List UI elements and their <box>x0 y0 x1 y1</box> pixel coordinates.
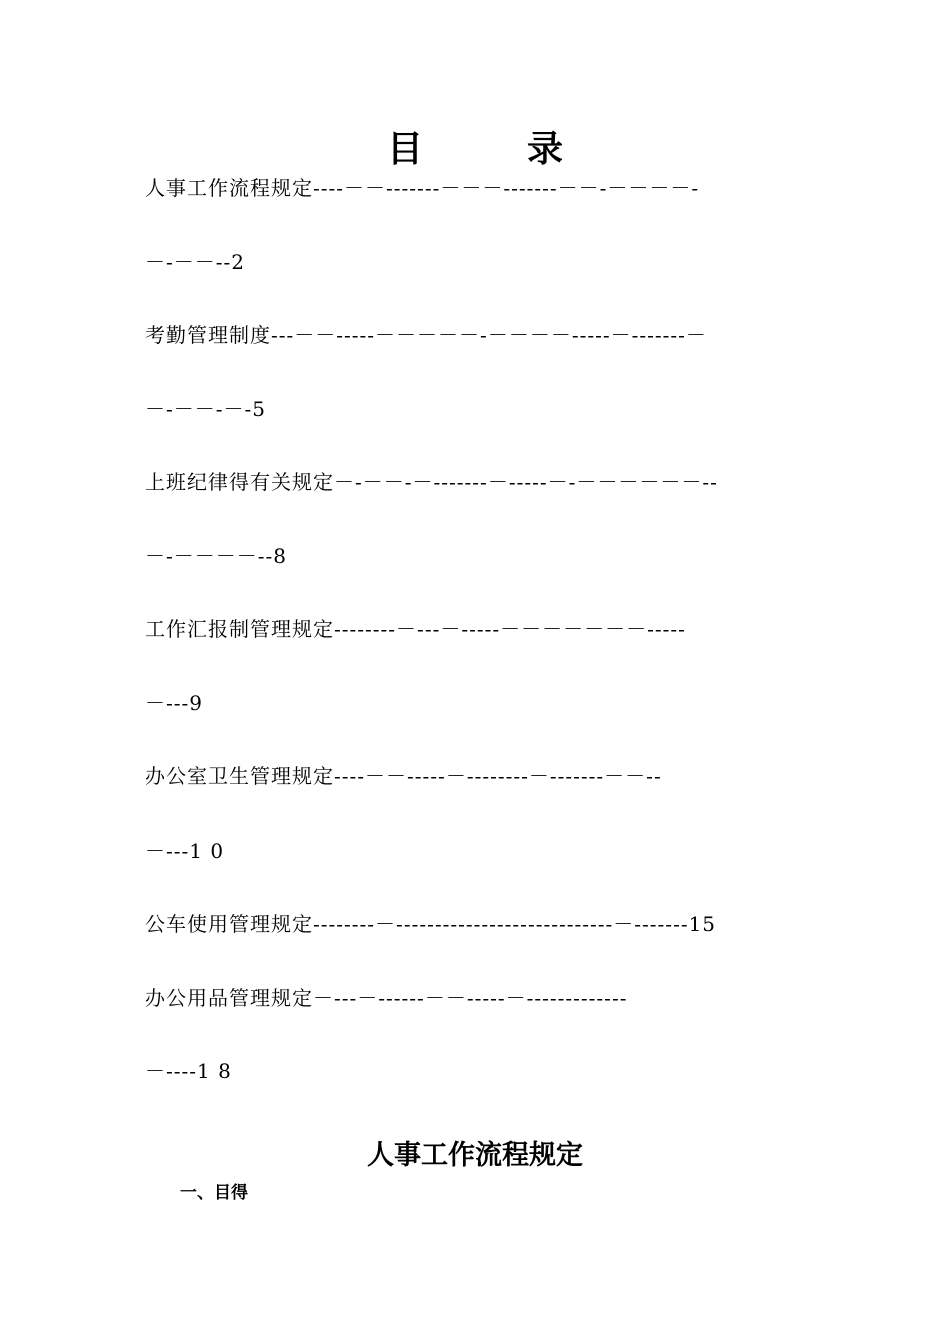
toc-entry-1-line2: －-－－--2 <box>145 250 245 274</box>
toc-title: 目 录 <box>386 129 597 170</box>
toc-entry-7-line1: 办公用品管理规定－---－------－－-----－------------- <box>145 986 628 1010</box>
toc-entry-4-line2: －---9 <box>145 691 203 715</box>
toc-entry-3-line1: 上班纪律得有关规定－-－－-－-------－-----－-－－－－－－-- <box>145 470 718 494</box>
toc-entry-7-line2: －----1 8 <box>145 1059 232 1083</box>
toc-entry-5-line2: －---1 0 <box>145 839 225 863</box>
section-subheading: 一、目得 <box>180 1183 248 1203</box>
section-title: 人事工作流程规定 <box>367 1140 583 1171</box>
toc-entry-1-line1: 人事工作流程规定----－－-------－－－-------－－-－－－－- <box>145 176 700 200</box>
toc-entry-6-line1: 公车使用管理规定--------－----------------------------－-------15 <box>145 912 717 936</box>
toc-entry-5-line1: 办公室卫生管理规定----－－-----－--------－-------－－-- <box>145 764 662 788</box>
toc-entry-3-line2: －-－－－－--8 <box>145 544 287 568</box>
toc-entry-2-line1: 考勤管理制度---－－-----－－－－－-－－－－-----－-------－ <box>145 323 707 347</box>
toc-entry-4-line1: 工作汇报制管理规定--------－---－-----－－－－－－－----- <box>145 617 686 641</box>
toc-entry-2-line2: －-－－-－-5 <box>145 397 266 421</box>
